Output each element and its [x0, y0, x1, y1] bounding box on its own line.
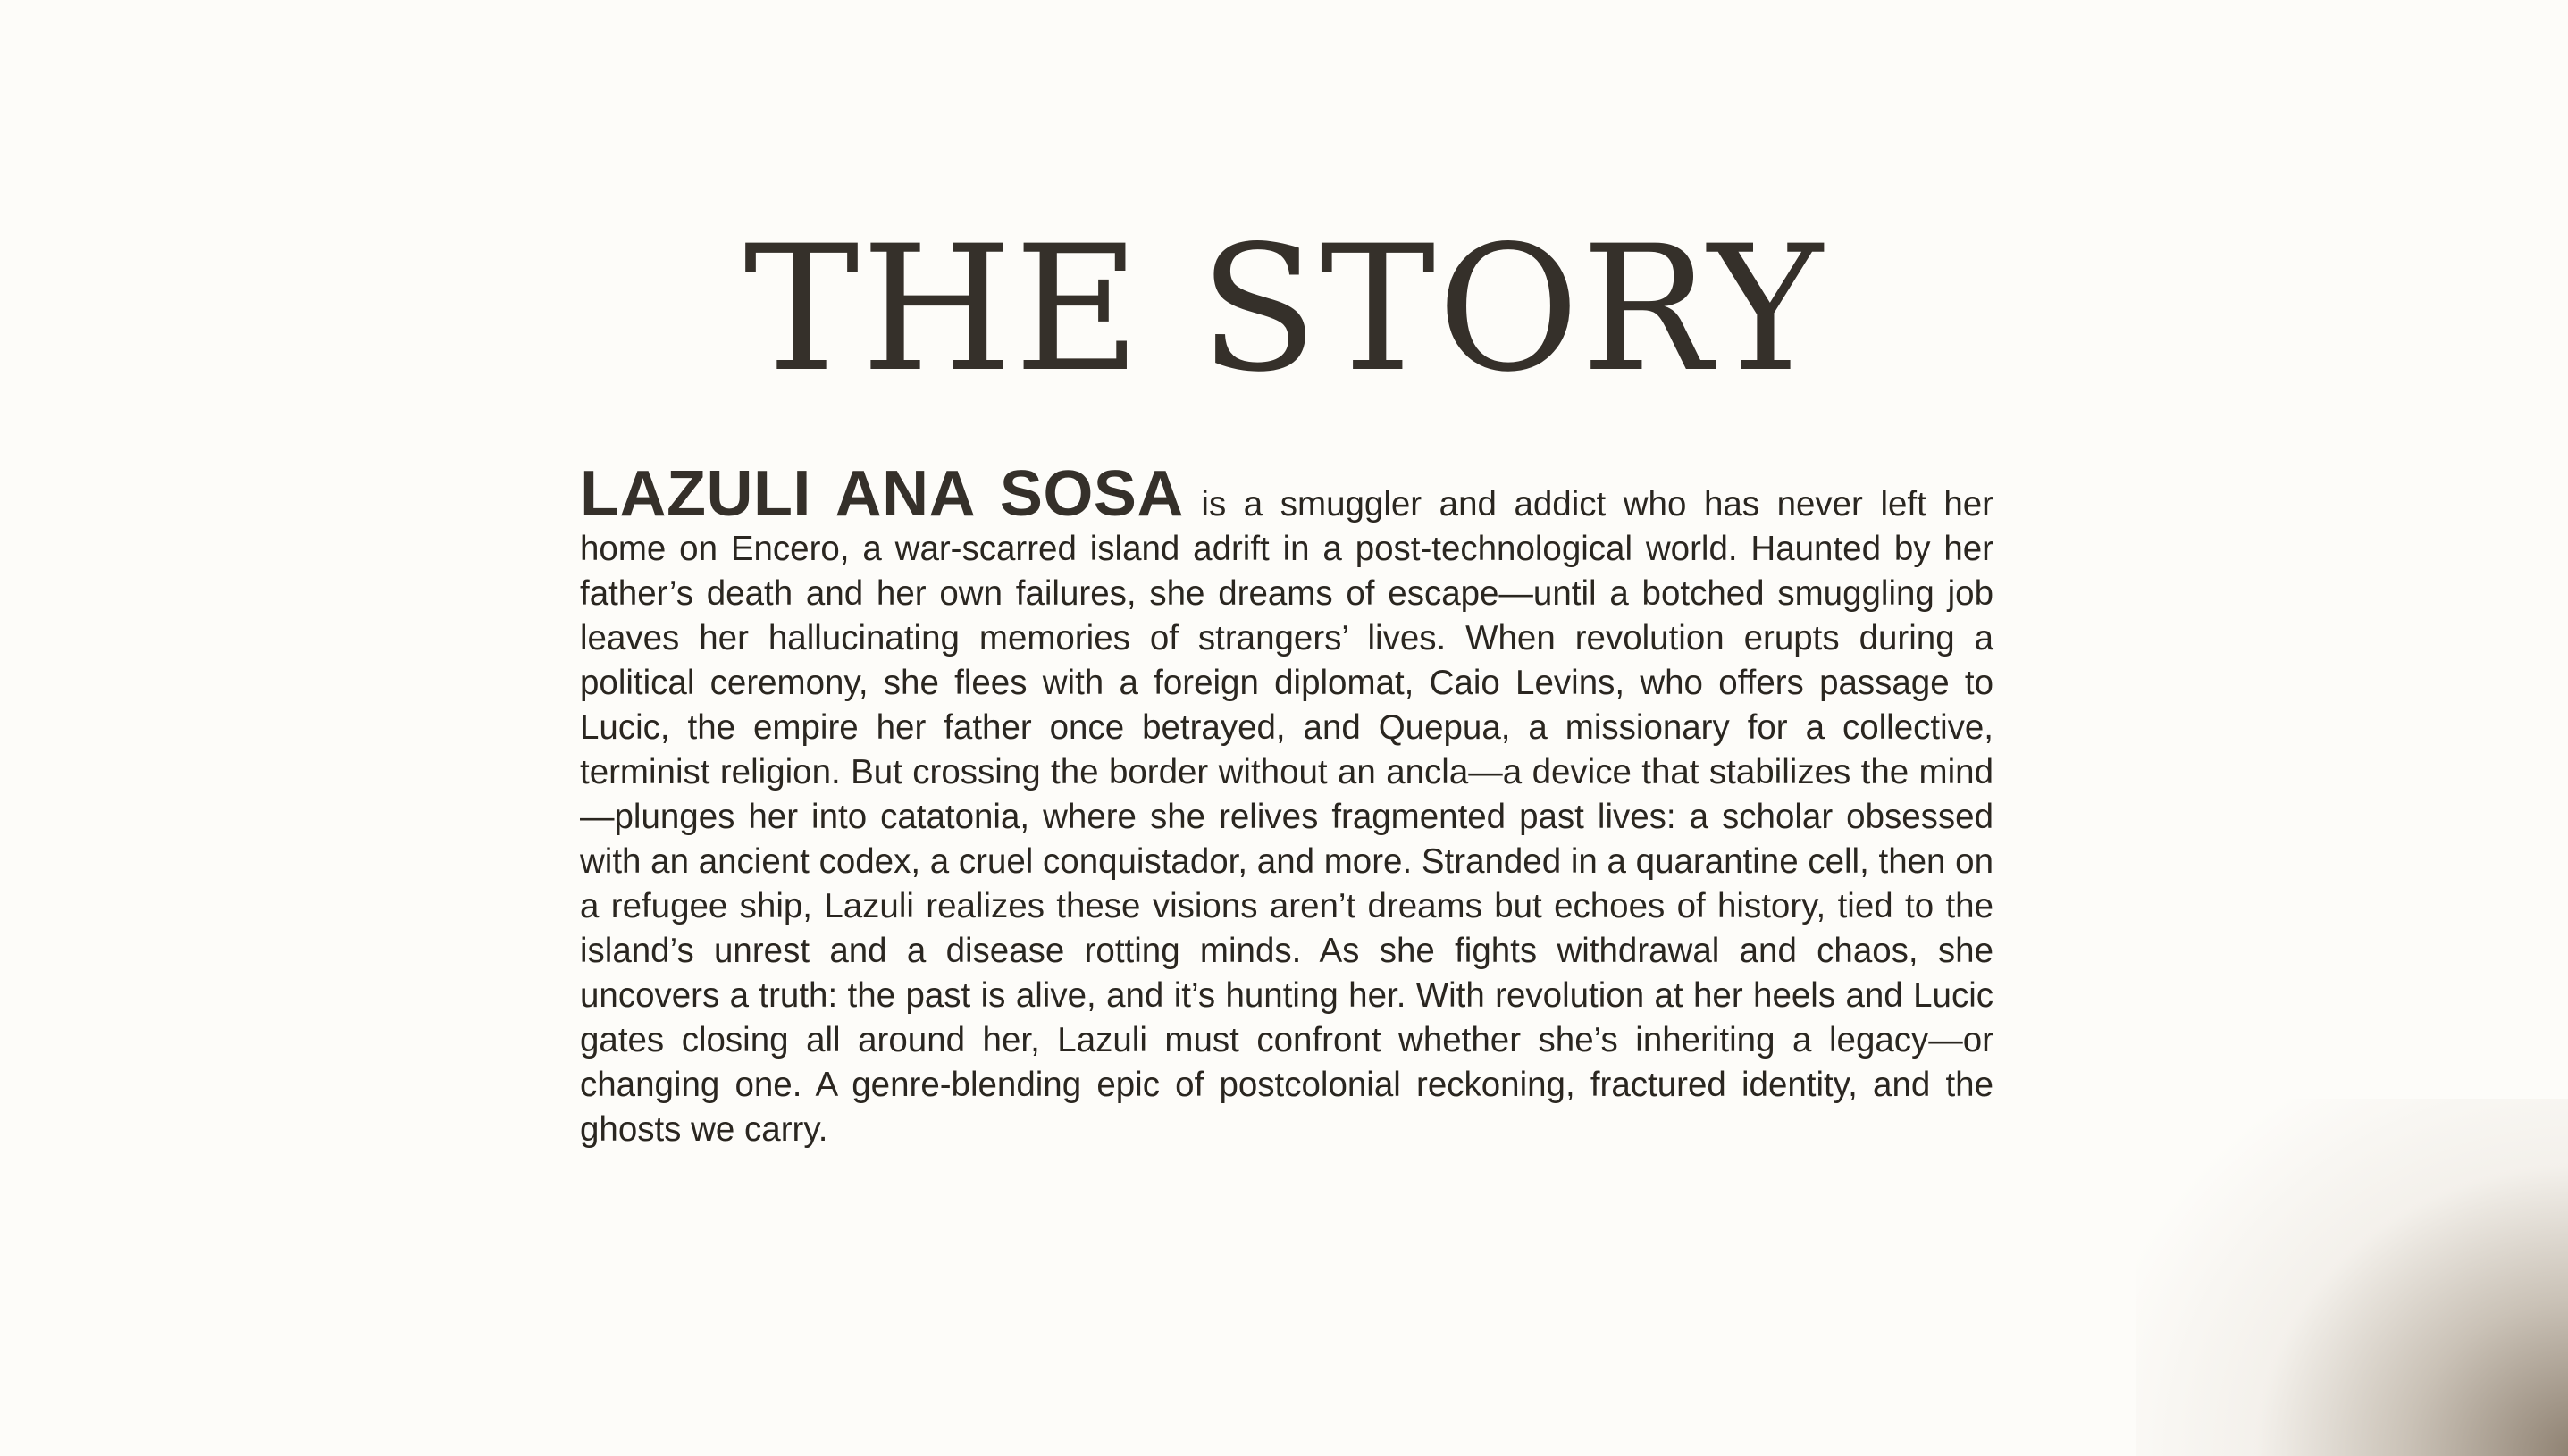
corner-shadow-decoration: [2136, 1099, 2568, 1456]
page-title: THE STORY: [743, 208, 1825, 410]
story-paragraph: [580, 458, 1993, 1152]
story-text: is a smuggler and addict who has never left her home on Encero, a war-scarred island adrift in a post-technological world. Haunted by her father’s death and her own failures, she dreams of escape—until a botched smuggling job leaves her hallucinating memories of strangers’ lives. When revolution erupts during a political ceremony, she flees with a foreign diplomat, Caio Levins, who offers passage to Lucic, the empire her father once betrayed, and Quepua, a missionary for a collective, terminist religion. But crossing the border without an ancla—a device that stabilizes the mind—plunges her into catatonia, where she relives fragmented past lives: a scholar obsessed with an ancient codex, a cruel conquistador, and more. Stranded in a quarantine cell, then on a refugee ship, Lazuli realizes these visions aren’t dreams but echoes of history, tied to the island’s unrest and a disease rotting minds. As she fights withdrawal and chaos, she uncovers a truth: the past is alive, and it’s hunting her. With revolution at her heels and Lucic gates closing all around her, Lazuli must confront whether she’s inheriting a legacy—or changing one. A genre-blending epic of postcolonial reckoning, fractured identity, and the ghosts we carry.: [580, 485, 1993, 1149]
protagonist-name: LAZULI ANA SOSA: [580, 458, 1184, 530]
